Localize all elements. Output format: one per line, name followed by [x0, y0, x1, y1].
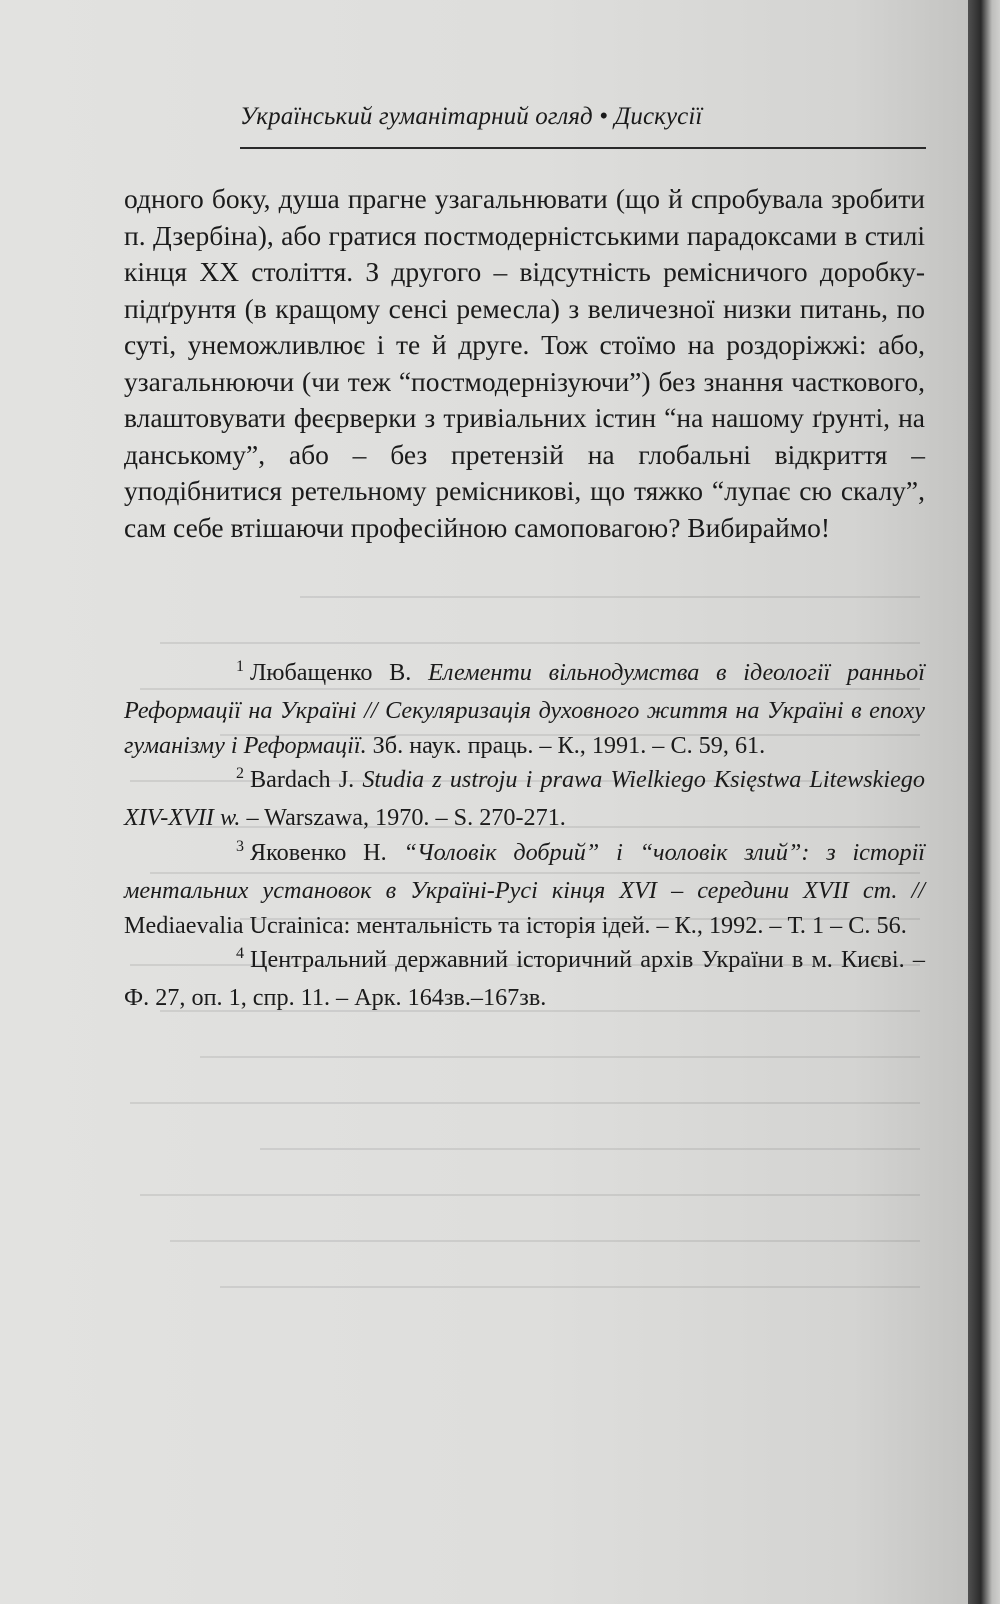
footnote-rest: Зб. наук. праць. – К., 1991. – С. 59, 61.: [372, 731, 766, 759]
footnote-2: [124, 763, 925, 836]
header-rule: [240, 147, 926, 149]
body-paragraph: одного боку, душа прагне узагальнювати (що й спробувала зробити п. Дзербіна), або гратися постмодерністськими парадоксами в стилі кінця XX століття. З другого – відсутність ремісничого доробку-підґрунтя (в кращому сенсі ремесла) з величезної низки питань, по суті, унеможливлює і те й друге. Тож стоїмо на роздоріжжі: або, узагальнюючи (чи теж “постмодернізуючи”) без знання часткового, влаштовувати феєрверки з тривіальних істин “на нашому ґрунті, на данському”, або – без претензій на глобальні відкриття – уподібнитися ретельному ремісникові, що тяжко “лупає сю скалу”, сам себе втішаючи професійною самоповагою? Вибираймо!: [124, 183, 925, 543]
main-text: [124, 181, 925, 546]
footnote-3: [124, 836, 925, 943]
footnote-rest: Центральний державний історичний архів України в м. Києві. – Ф. 27, оп. 1, спр. 11. – Арк. 164зв.–167зв.: [124, 946, 925, 1012]
footnote-title: Елементи вільнодумства в ідеології ранньої Реформації на Україні // Секуляризація духовного життя на Україні в епоху гуманізму і Реформації.: [124, 659, 925, 759]
footnote-rest: Mediaevalia Ucrainica: ментальність та історія ідей. – К., 1992. – Т. 1 – С. 56.: [124, 911, 907, 939]
footnote-1: [124, 656, 925, 763]
footnote-author: Любащенко В.: [250, 659, 412, 686]
footnote-mark: 2: [236, 765, 244, 783]
footnote-rest: – Warszawa, 1970. – S. 270-271.: [246, 804, 566, 832]
footnote-4: [124, 943, 925, 1016]
footnote-title: Studia z ustroju i prawa Wielkiego Księstwa Litewskiego XIV-XVII w.: [124, 766, 925, 832]
running-head: Український гуманітарний огляд • Дискусії: [240, 103, 703, 130]
footnote-mark: 4: [236, 945, 244, 963]
footnotes: [124, 656, 925, 1016]
footnote-title: “Чоловік добрий” і “чоловік злий”: з історії ментальних установок в Україні-Русі кінця XVI – середини XVII ст. //: [124, 838, 926, 904]
footnote-mark: 1: [236, 658, 244, 675]
footnote-author: Bardach J.: [250, 766, 355, 794]
book-gutter: [968, 0, 1000, 1604]
footnote-mark: 3: [236, 837, 244, 855]
footnote-author: Яковенко Н.: [250, 838, 387, 866]
